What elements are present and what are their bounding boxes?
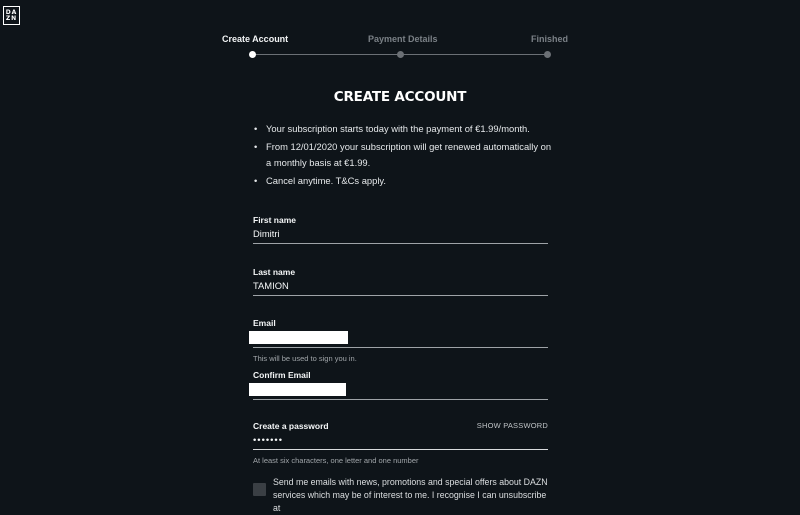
subscription-info-list [254, 121, 554, 191]
show-password-button[interactable]: SHOW PASSWORD [476, 421, 548, 430]
last-name-input[interactable]: TAMION [253, 280, 289, 291]
email-field[interactable] [253, 318, 548, 363]
step-label-payment-details: Payment Details [368, 34, 438, 44]
confirm-email-field[interactable] [253, 370, 548, 400]
logo-text-bottom: ZN [5, 14, 18, 22]
step-dot-create-account [249, 51, 256, 58]
email-hint: This will be used to sign you in. [253, 354, 357, 363]
info-bullet: • Cancel anytime. T&Cs apply. [254, 173, 554, 189]
first-name-input[interactable]: Dimitri [253, 228, 280, 239]
password-label: Create a password [253, 421, 329, 431]
info-bullet: • From 12/01/2020 your subscription will get renewed automatically on a monthly basis at €1.99. [254, 139, 554, 171]
password-underline [253, 449, 548, 450]
confirm-email-underline [253, 399, 548, 400]
logo-text-top: DA [5, 8, 18, 16]
email-redaction [249, 331, 348, 344]
progress-stepper [222, 34, 569, 60]
password-field[interactable] [253, 421, 548, 465]
info-bullet: • Your subscription starts today with the payment of €1.99/month. [254, 121, 554, 137]
confirm-email-label: Confirm Email [253, 370, 311, 380]
password-hint: At least six characters, one letter and one number [253, 456, 419, 465]
marketing-consent-text: Send me emails with news, promotions and special offers about DAZN services which may be of interest to me. I recognise I can unsubscribe at [273, 477, 548, 513]
step-dot-finished [544, 51, 551, 58]
dazn-logo[interactable] [3, 6, 20, 25]
page-title: CREATE ACCOUNT [333, 89, 467, 105]
step-label-finished: Finished [531, 34, 569, 44]
last-name-underline [253, 295, 548, 296]
email-input[interactable] [249, 331, 348, 344]
last-name-label: Last name [253, 267, 296, 277]
step-dot-payment-details [397, 51, 404, 58]
confirm-email-input[interactable] [249, 383, 346, 396]
first-name-field[interactable] [253, 215, 548, 244]
step-label-create-account: Create Account [222, 34, 289, 44]
email-label: Email [253, 318, 276, 328]
first-name-label: First name [253, 215, 296, 225]
marketing-consent-checkbox[interactable] [253, 483, 266, 496]
confirm-email-redaction [249, 383, 346, 396]
last-name-field[interactable] [253, 267, 548, 296]
email-underline [253, 347, 548, 348]
password-input[interactable]: ••••••• [253, 434, 283, 445]
first-name-underline [253, 243, 548, 244]
